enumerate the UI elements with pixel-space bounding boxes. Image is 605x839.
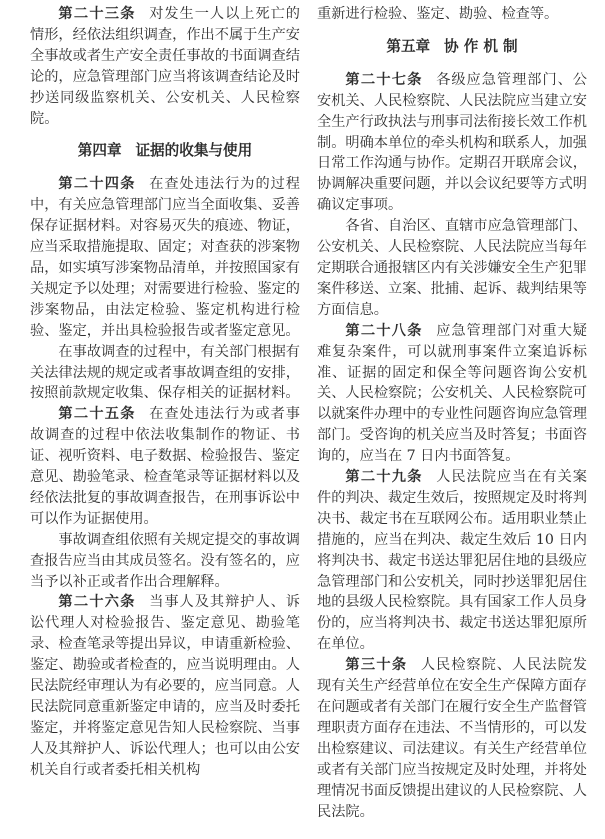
- article-24-text: 在查处违法行为的过程中，有关应急管理部门应当全面收集、妥善保存证据材料。对容易灭失的痕迹、物证，应当采取措施提取、固定；对查获的涉案物品，如实填写涉案物品清单，并按照国家有关规定予以处理；对需要进行检验、鉴定的涉案物品，由法定检验、鉴定机构进行检验、鉴定，并出具检验报告或者鉴定意见。: [30, 176, 300, 339]
- article-23-paragraph: [30, 4, 300, 129]
- article-24-paragraph-1: [30, 174, 300, 341]
- article-26-paragraph: [30, 592, 300, 780]
- article-26-number: 第二十六条: [58, 594, 136, 611]
- chapter-5-title: 协 作 机 制: [444, 37, 518, 55]
- article-28-text: 应急管理部门对重大疑难复杂案件，可以就刑事案件立案追诉标准、证据的固定和保全等问题咨询公安机关、人民检察院；公安机关、人民检察院可以就案件办理中的专业性问题咨询应急管理部门。受咨询的机关应当及时答复；书面咨询的，应当在 7 日内书面答复。: [317, 322, 587, 465]
- article-30-paragraph: [317, 655, 587, 822]
- article-27-para-2-text: 各省、自治区、直辖市应急管理部门、公安机关、人民检察院、人民法院应当每年定期联合通报辖区内有关涉嫌安全生产犯罪案件移送、立案、批捕、起诉、裁判结果等方面信息。: [317, 218, 587, 318]
- article-28-number: 第二十八条: [345, 322, 423, 339]
- article-28-paragraph: [317, 321, 587, 467]
- article-26-text: 当事人及其辩护人、诉讼代理人对检验报告、鉴定意见、勘验笔录、检查笔录等提出异议，申请重新检验、鉴定、勘验或者检查的，应当说明理由。人民法院经审理认为有必要的，应当同意。人民法院同意重新鉴定申请的，应当及时委托鉴定，并将鉴定意见告知人民检察院、当事人及其辩护人、诉讼代理人；也可以由公安机关自行或者委托相关机构: [30, 594, 300, 778]
- article-29-text: 人民法院应当在有关案件的判决、裁定生效后，按照规定及时将判决书、裁定书在互联网公布。适用职业禁止措施的，应当在判决、裁定生效后 10 日内将判决书、裁定书送达罪犯居住地的县级应急管理部门和公安机关，同时抄送罪犯居住地的县级人民检察院。具有国家工作人员身份的，应当将判决书、裁定书送达罪犯原所在单位。: [317, 469, 587, 653]
- left-column: [30, 4, 300, 822]
- two-column-layout: [30, 4, 587, 822]
- article-23-text: 对发生一人以上死亡的情形，经依法组织调查，作出不属于生产安全事故或者生产安全责任事故的书面调查结论的，应急管理部门应当将该调查结论及时抄送同级监察机关、公安机关、人民检察院。: [30, 6, 300, 127]
- article-24-paragraph-2: [30, 342, 300, 405]
- article-24-para-2-text: 在事故调查的过程中，有关部门根据有关法律法规的规定或者事故调查组的安排，按照前款规定收集、保存相关的证据材料。: [30, 343, 300, 402]
- chapter-5-number: 第五章: [386, 37, 431, 55]
- article-27-text: 各级应急管理部门、公安机关、人民检察院、人民法院应当建立安全生产行政执法与刑事司法衔接长效工作机制。明确本单位的牵头机构和联系人，加强日常工作沟通与协作。定期召开联席会议，协调解决重要问题，并以会议纪要等方式明确议定事项。: [317, 71, 587, 214]
- article-30-text: 人民检察院、人民法院发现有关生产经营单位在安全生产保障方面存在问题或者有关部门在履行安全生产监督管理职责方面存在违法、不当情形的，可以发出检察建议、司法建议。有关生产经营单位或者有关部门应当按规定及时处理，并将处理情况书面反馈提出建议的人民检察院、人民法院。: [317, 657, 587, 820]
- right-column: [317, 4, 587, 822]
- article-30-number: 第三十条: [345, 657, 408, 674]
- article-29-number: 第二十九条: [345, 469, 423, 486]
- article-26-continued-paragraph: [317, 4, 587, 25]
- article-27-paragraph-1: [317, 70, 587, 216]
- article-29-paragraph: [317, 467, 587, 655]
- article-26-continued-text: 重新进行检验、鉴定、勘验、检查等。: [317, 6, 559, 22]
- article-24-number: 第二十四条: [58, 176, 136, 193]
- article-25-para-2-text: 事故调查组依照有关规定提交的事故调查报告应当由其成员签名。没有签名的，应当予以补正或者作出合理解释。: [30, 531, 300, 590]
- article-27-paragraph-2: [317, 216, 587, 321]
- article-27-number: 第二十七条: [345, 71, 423, 88]
- article-25-paragraph-2: [30, 530, 300, 593]
- article-23-number: 第二十三条: [58, 6, 136, 22]
- article-25-text: 在查处违法行为或者事故调查的过程中依法收集制作的物证、书证、视听资料、电子数据、检验报告、鉴定意见、勘验笔录、检查笔录等证据材料以及经依法批复的事故调查报告，在刑事诉讼中可以作为证据使用。: [30, 406, 300, 527]
- article-25-number: 第二十五条: [58, 406, 136, 423]
- chapter-5-heading: [317, 37, 587, 58]
- chapter-4-title: 证据的收集与使用: [135, 142, 253, 160]
- chapter-4-heading: [30, 141, 300, 162]
- article-25-paragraph-1: [30, 404, 300, 529]
- chapter-4-number: 第四章: [77, 142, 122, 160]
